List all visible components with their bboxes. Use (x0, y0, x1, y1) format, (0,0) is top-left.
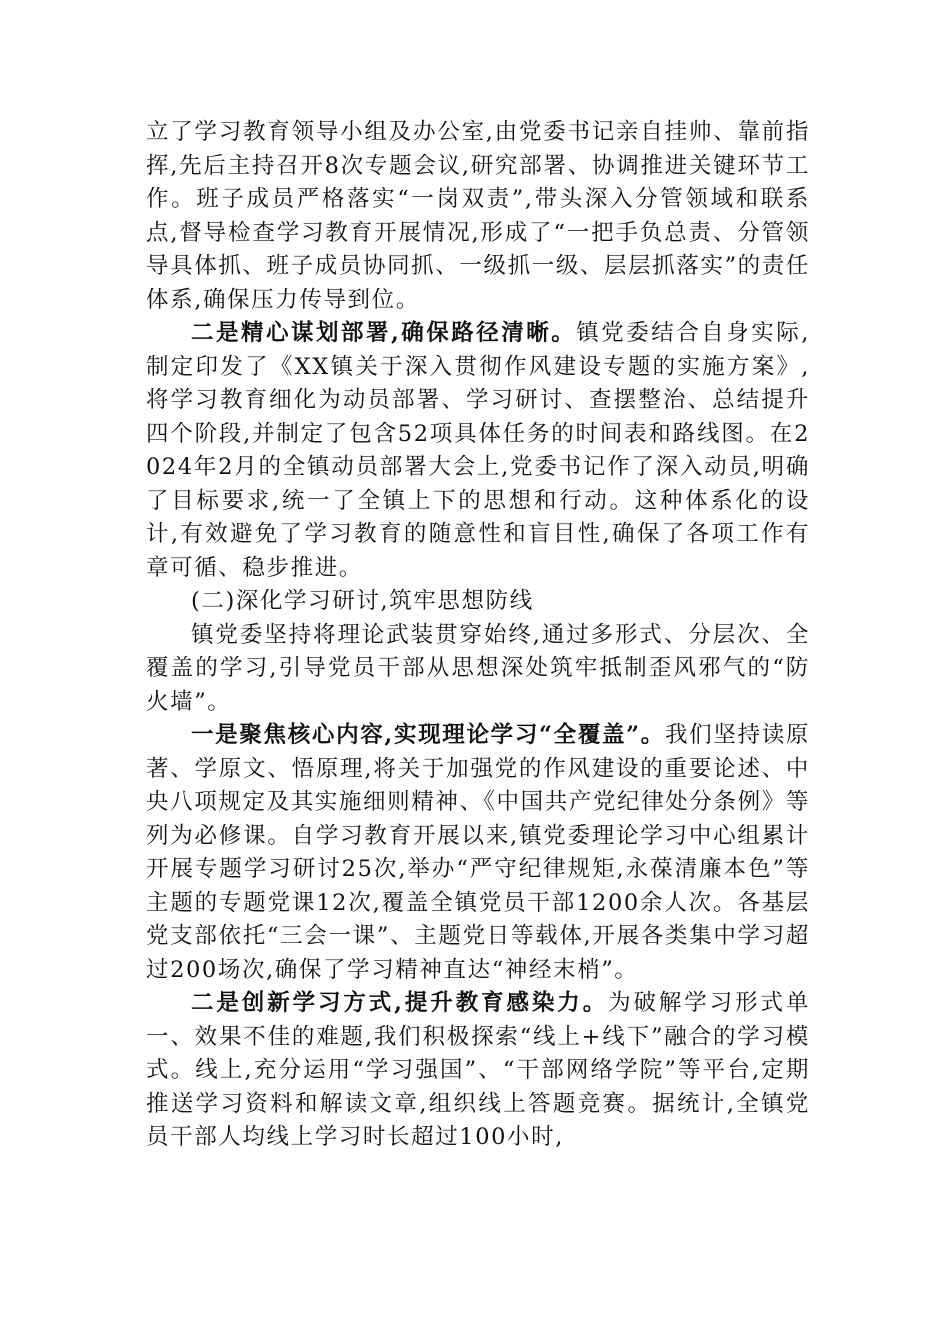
paragraph-innovation (146, 987, 810, 1155)
paragraph-text: 为破解学习形式单一、效果不佳的难题,我们积极探索“线上+线下”融合的学习模式。线上,充分运用“学习强国”、“干部网络学院”等平台,定期推送学习资料和解读文章,组织线上答题竞赛。据统计,全镇党员干部人均线上学习时长超过100小时, (146, 990, 810, 1150)
document-page (146, 116, 810, 1155)
paragraph-text: 我们坚持读原著、学原文、悟原理,将关于加强党的作风建设的重要论述、中央八项规定及其实施细则精神、《中国共产党纪律处分条例》等列为必修课。自学习教育开展以来,镇党委理论学习中心组累计开展专题学习研讨25次,举办“严守纪律规矩,永葆清廉本色”等主题的专题党课12次,覆盖全镇党员干部1200余人次。各基层党支部依托“三会一课”、主题党日等载体,开展各类集中学习超过200场次,确保了学习精神直达“神经末梢”。 (146, 722, 810, 983)
paragraph-text: 镇党委坚持将理论武装贯穿始终,通过多形式、分层次、全覆盖的学习,引导党员干部从思想深处筑牢抵制歪风邪气的“防火墙”。 (146, 621, 810, 715)
paragraph-core-content (146, 719, 810, 987)
paragraph-planning (146, 317, 810, 585)
paragraph-continuation (146, 116, 810, 317)
section-heading (146, 585, 810, 619)
paragraph-intro (146, 619, 810, 720)
section-heading-text: (二)深化学习研讨,筑牢思想防线 (191, 588, 534, 614)
paragraph-text: 镇党委结合自身实际,制定印发了《XX镇关于深入贯彻作风建设专题的实施方案》,将学习教育细化为动员部署、学习研讨、查摆整治、总结提升四个阶段,并制定了包含52项具体任务的时间表和路线图。在2024年2月的全镇动员部署大会上,党委书记作了深入动员,明确了目标要求,统一了全镇上下的思想和行动。这种体系化的设计,有效避免了学习教育的随意性和盲目性,确保了各项工作有章可循、稳步推进。 (146, 320, 811, 581)
paragraph-text: 立了学习教育领导小组及办公室,由党委书记亲自挂帅、靠前指挥,先后主持召开8次专题会议,研究部署、协调推进关键环节工作。班子成员严格落实“一岗双责”,带头深入分管领域和联系点,督导检查学习教育开展情况,形成了“一把手负总责、分管领导具体抓、班子成员协同抓、一级抓一级、层层抓落实”的责任体系,确保压力传导到位。 (146, 119, 810, 313)
paragraph-lead: 一是聚焦核心内容,实现理论学习“全覆盖”。 (191, 722, 665, 748)
paragraph-lead: 二是创新学习方式,提升教育感染力。 (191, 990, 609, 1016)
paragraph-lead: 二是精心谋划部署,确保路径清晰。 (191, 320, 577, 346)
